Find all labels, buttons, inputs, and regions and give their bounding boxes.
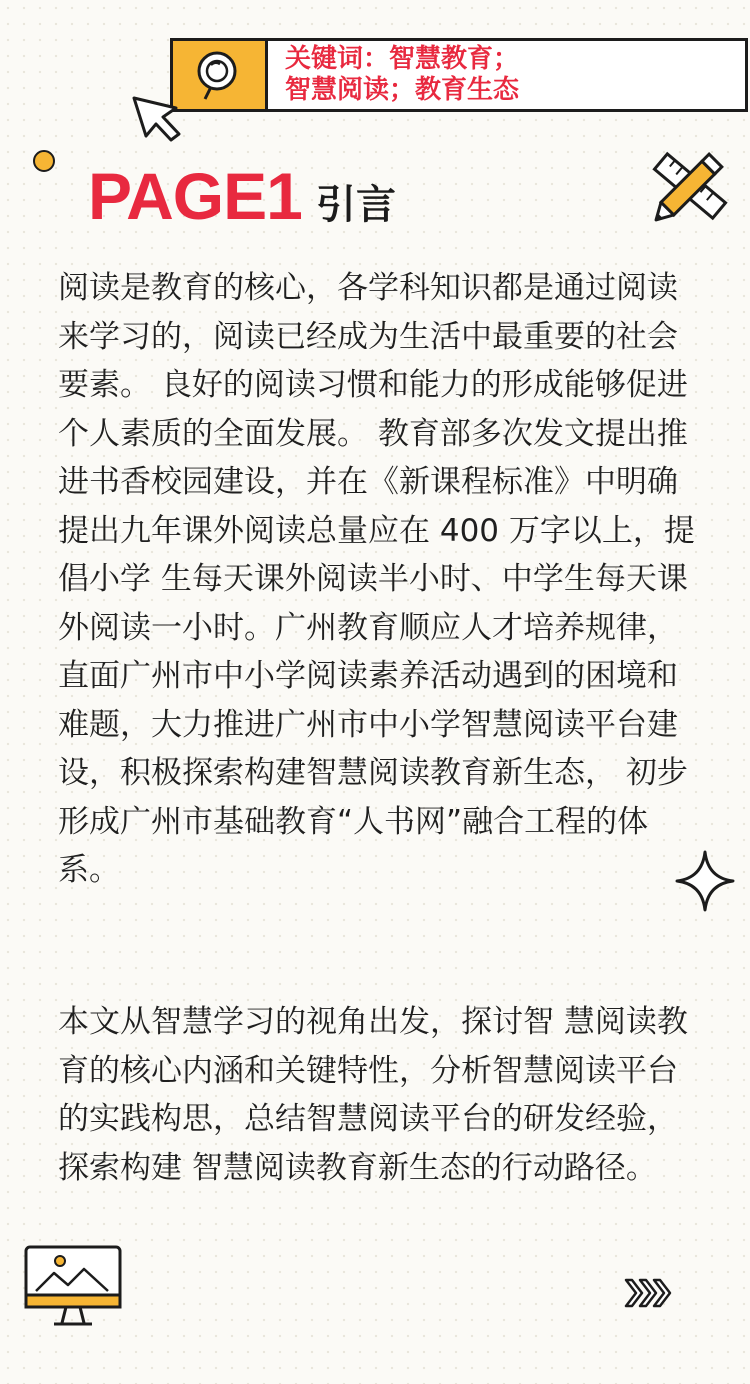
monitor-image-icon: [24, 1245, 124, 1327]
intro-paragraph-1: 阅读是教育的核心，各学科知识都是通过阅读来学习的，阅读已经成为生活中最重要的社会要素。 良好的阅读习惯和能力的形成能够促进个人素质的全面发展。 教育部多次发文提出推进书香校园建设，并在《新课程标准》中明确提出九年课外阅读总量应在 400 万字以上，提倡小学 生每天课外阅读半小时、中学生每天课外阅读一小时。广州教育顺应人才培养规律， 直面广州市中小学阅读素养活动遇到的困境和难题，大力推进广州市中小学智慧阅读平台建设，积极探索构建智慧阅读教育新生态， 初步形成广州市基础教育“人书网”融合工程的体系。: [58, 270, 695, 888]
keyword-line-2: 智慧阅读；教育生态: [285, 75, 520, 105]
keyword-line-1: 关键词：智慧教育；: [285, 44, 520, 74]
keyword-icon-panel: [173, 41, 268, 109]
section-title: 引言: [316, 182, 396, 228]
sparkle-icon: [675, 850, 735, 912]
ruler-pencil-icon: [640, 140, 740, 232]
decor-dot: [33, 150, 55, 172]
page-number-title: PAGE1: [88, 159, 302, 233]
triple-chevron-icon: [624, 1276, 674, 1310]
pointer-cursor-icon: [130, 92, 186, 144]
intro-paragraph-2: 本文从智慧学习的视角出发，探讨智 慧阅读教育的核心内涵和关键特性，分析智慧阅读平台的实践构思，总结智慧阅读平台的研发经验，探索构建 智慧阅读教育新生态的行动路径。: [58, 1004, 688, 1186]
keyword-text: [285, 44, 519, 106]
keyword-banner: [170, 38, 748, 112]
magnifier-icon: [173, 41, 265, 109]
